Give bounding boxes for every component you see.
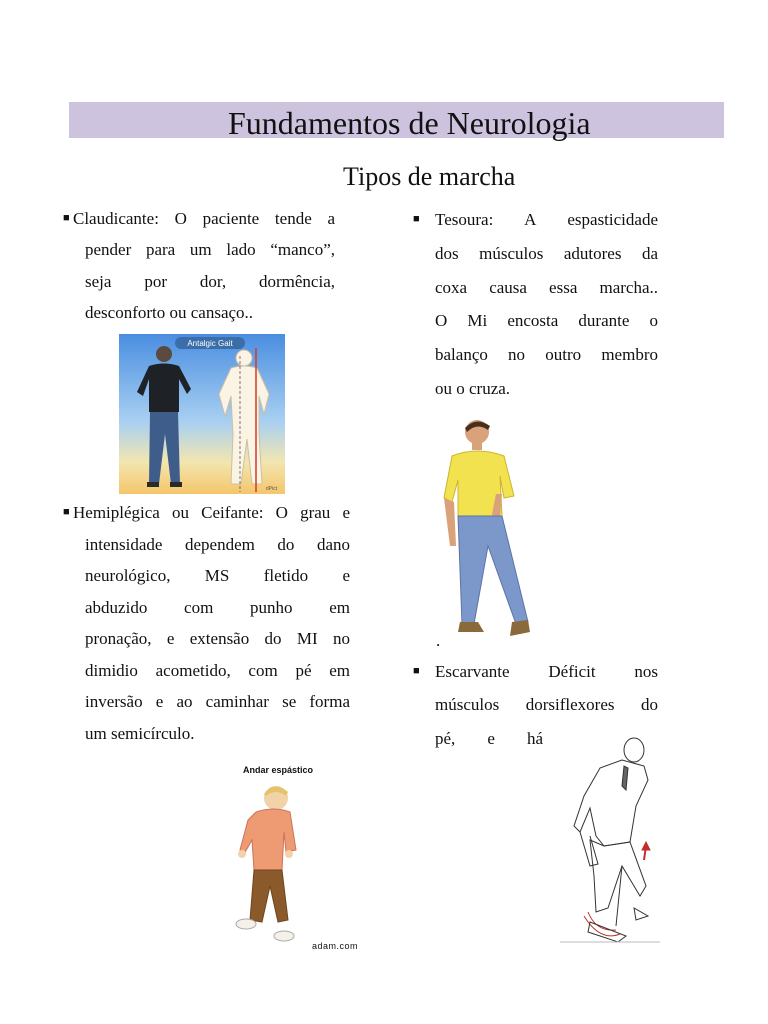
section-subtitle: Tipos de marcha bbox=[343, 162, 516, 191]
tesoura-line-5: balanço no outro membro bbox=[435, 345, 658, 364]
spastic-gait-label: Andar espástico bbox=[243, 765, 314, 775]
escarvante-line-2: músculos dorsiflexores do bbox=[435, 695, 658, 714]
hemiplegica-line-4: pronação, e extensão do MI no bbox=[85, 629, 350, 648]
tesoura-line-2: dos músculos adutores da bbox=[435, 244, 658, 263]
tesoura-line-6: ou o cruza. bbox=[435, 379, 511, 398]
antalgic-gait-image bbox=[119, 334, 285, 494]
tesoura-trailing-dot: . bbox=[436, 631, 441, 650]
bullet-icon: ■ bbox=[63, 212, 70, 224]
hemiplegica-line-1: intensidade dependem do dano bbox=[85, 535, 350, 554]
antalgic-label: Antalgic Gait bbox=[187, 339, 233, 348]
bullet-icon: ■ bbox=[413, 213, 420, 225]
bullet-icon: ■ bbox=[413, 665, 420, 677]
hemiplegica-line-2: neurológico, MS fletido e bbox=[85, 566, 350, 585]
tesoura-line-3: coxa causa essa marcha.. bbox=[435, 278, 658, 297]
claudicante-lead: Claudicante: O paciente tende a bbox=[73, 209, 335, 228]
hemiplegica-line-7: um semicírculo. bbox=[85, 724, 195, 743]
escarvante-line-1: Escarvante Déficit nos bbox=[435, 662, 658, 681]
bullet-icon: ■ bbox=[63, 506, 70, 518]
hemiplegica-lead: Hemiplégica ou Ceifante: O grau e bbox=[73, 503, 350, 522]
escarvante-line-3: pé, e há bbox=[435, 729, 543, 748]
page-title: Fundamentos de Neurologia bbox=[228, 105, 591, 141]
claudicante-line-3: desconforto ou cansaço.. bbox=[85, 303, 254, 322]
claudicante-line-1: pender para um lado “manco”, bbox=[85, 240, 335, 259]
spastic-gait-image bbox=[226, 780, 306, 948]
hemiplegica-line-5: dimidio acometido, com pé em bbox=[85, 661, 350, 680]
claudicante-line-2: seja por dor, dormência, bbox=[85, 272, 335, 291]
scissor-gait-image bbox=[440, 416, 536, 642]
steppage-gait-image bbox=[560, 736, 660, 956]
tesoura-line-4: O Mi encosta durante o bbox=[435, 311, 658, 330]
tesoura-line-1: Tesoura: A espasticidade bbox=[435, 210, 658, 229]
hemiplegica-line-6: inversão e ao caminhar se forma bbox=[85, 692, 350, 711]
spastic-gait-credit: adam.com bbox=[312, 941, 359, 951]
hemiplegica-line-3: abduzido com punho em bbox=[85, 598, 350, 617]
antalgic-credit: dPict bbox=[265, 486, 277, 492]
